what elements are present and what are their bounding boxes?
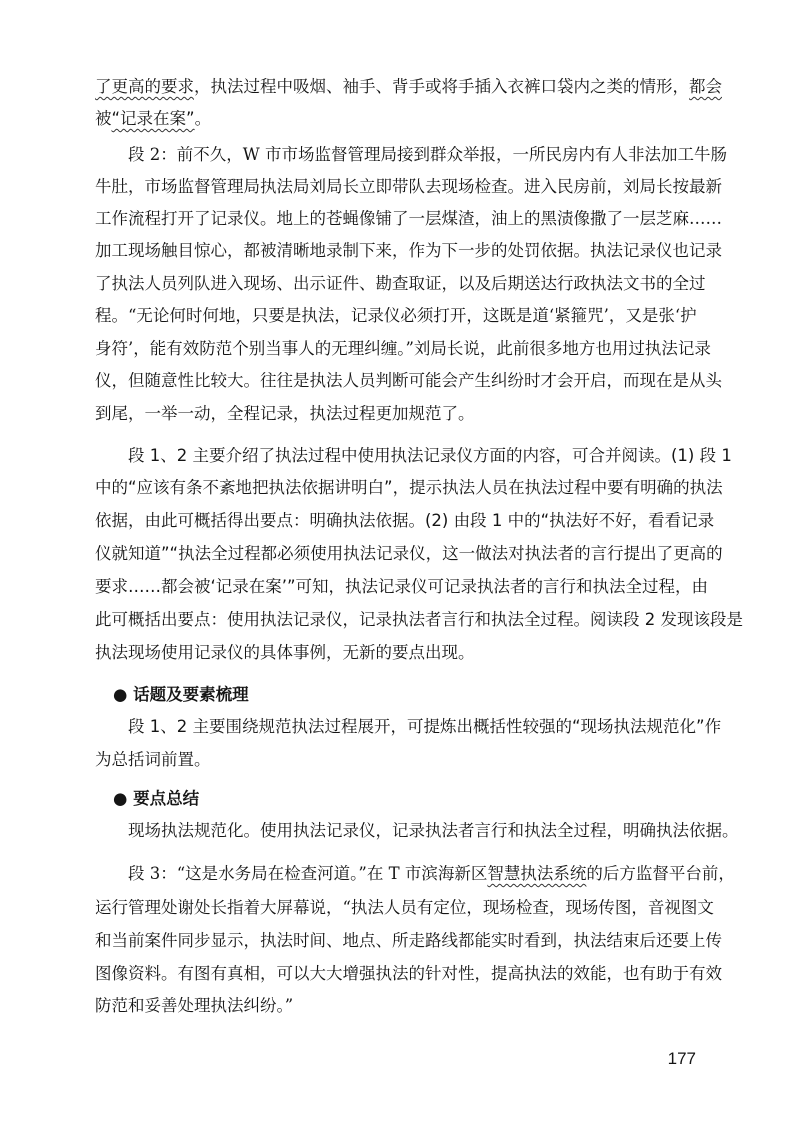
topic-line: 段 1、2 主要围绕规范执法过程展开，可提炼出概括性较强的“现场执法规范化”作 [128, 717, 722, 736]
paragraph-3-line: 图像资料。有图有真相，可以大大增强执法的针对性，提高执法的效能，也有助于有效 [95, 964, 722, 983]
paragraph-2-line: 身符’，能有效防范个别当事人的无理纠缠。”刘局长说，此前很多地方也用过执法记录 [95, 339, 711, 358]
paragraph-2-line: 牛肚，市场监督管理局执法局刘局长立即带队去现场检查。进入民房前，刘局长按最新 [95, 177, 722, 196]
paragraph-2-line: 工作流程打开了记录仪。地上的苍蝇像铺了一层煤渣，油上的黑渍像撒了一层芝麻…… [95, 209, 722, 228]
analysis-line: 仪就知道”“执法全过程都必须使用执法记录仪，这一做法对执法者的言行提出了更高的 [95, 544, 723, 563]
analysis-line: 此可概括出要点：使用执法记录仪，记录执法者言行和执法全过程。阅读段 2 发现该段是 [95, 610, 743, 629]
section-heading-topic: ● 话题及要素梳理 [113, 685, 249, 704]
underlined-phrase: “记录在案” [111, 109, 195, 128]
analysis-line: 段 1、2 主要介绍了执法过程中使用执法记录仪方面的内容，可合并阅读。(1) 段 1 [128, 446, 732, 465]
text-line-1: 了更高的要求，执法过程中吸烟、袖手、背手或将手插入衣裤口袋内之类的情形，都会 [95, 77, 722, 96]
paragraph-3-line: 运行管理处谢处长指着大屏幕说，“执法人员有定位，现场检查，现场传图，音视图文 [95, 898, 714, 917]
paragraph-2-line: 了执法人员列队进入现场、出示证件、勘查取证，以及后期送达行政执法文书的全过 [95, 274, 706, 293]
page-number: 177 [667, 1049, 696, 1068]
topic-line: 为总括词前置。 [95, 750, 211, 769]
paragraph-2-line: 到尾，一举一动，全程记录，执法过程更加规范了。 [95, 404, 475, 423]
section-heading-summary: ● 要点总结 [113, 789, 200, 808]
analysis-line: 依据，由此可概括得出要点：明确执法依据。(2) 由段 1 中的“执法好不好，看看记录 [95, 511, 715, 530]
analysis-line: 要求……都会被‘记录在案’”可知，执法记录仪可记录执法者的言行和执法全过程，由 [95, 577, 709, 596]
paragraph-3-line: 和当前案件同步显示，执法时间、地点、所走路线都能实时看到，执法结束后还要上传 [95, 931, 722, 950]
paragraph-3-line: 防范和妥善处理执法纠纷。” [95, 996, 294, 1015]
paragraph-2-line: 加工现场触目惊心，都被清晰地录制下来，作为下一步的处罚依据。执法记录仪也记录 [95, 241, 722, 260]
underlined-phrase: 都会 [689, 77, 722, 96]
paragraph-2-line: 仪，但随意性比较大。往往是执法人员判断可能会产生纠纷时才会开启，而现在是从头 [95, 371, 722, 390]
summary-line: 现场执法规范化。使用执法记录仪，记录执法者言行和执法全过程，明确执法依据。 [128, 821, 739, 840]
paragraph-2-line: 段 2：前不久，W 市市场监督管理局接到群众举报，一所民房内有人非法加工牛肠 [128, 145, 727, 164]
underlined-phrase: 智慧执法系统 [487, 864, 587, 883]
text-line-2: 被“记录在案”。 [95, 109, 212, 128]
paragraph-2-line: 程。“无论何时何地，只要是执法，记录仪必须打开，这既是道‘紧箍咒’，又是张‘护 [95, 306, 697, 325]
analysis-line: 中的“应该有条不紊地把执法依据讲明白”，提示执法人员在执法过程中要有明确的执法 [95, 478, 723, 497]
paragraph-3-line: 段 3：“这是水务局在检查河道。”在 T 市滨海新区智慧执法系统的后方监督平台前， [128, 864, 735, 883]
analysis-line: 执法现场使用记录仪的具体事例，无新的要点出现。 [95, 643, 475, 662]
underlined-phrase: 了更高的要求 [95, 77, 194, 96]
